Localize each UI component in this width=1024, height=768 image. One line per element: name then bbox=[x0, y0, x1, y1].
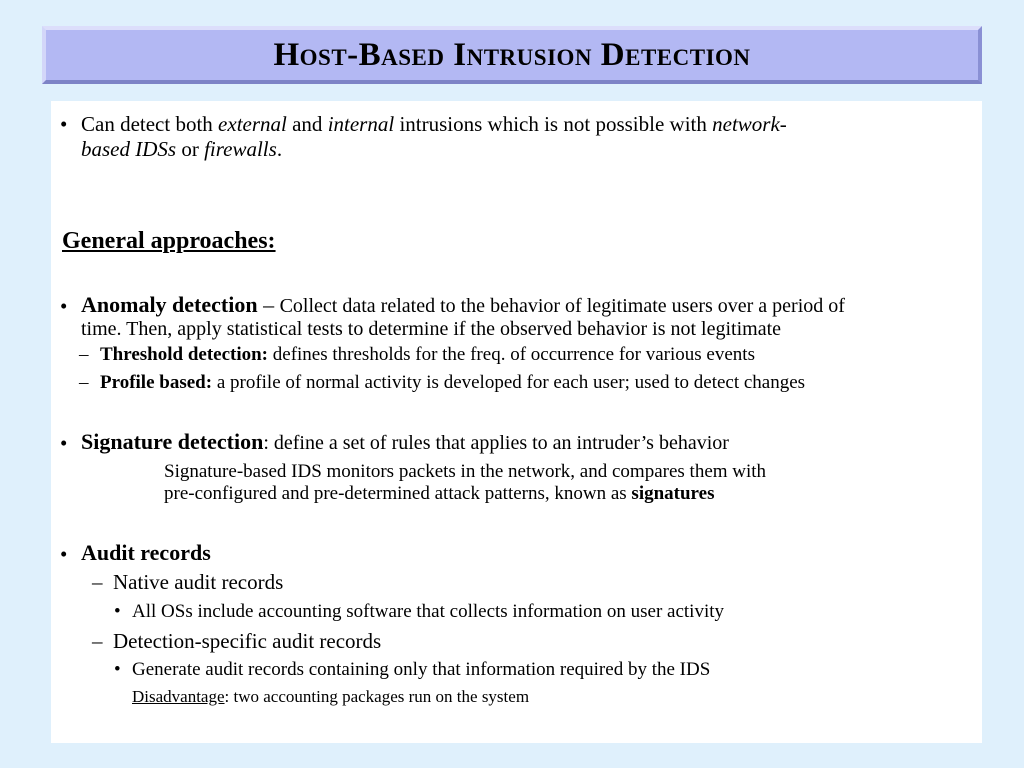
content-panel bbox=[51, 101, 982, 743]
disadvantage-label: Disadvantage bbox=[132, 687, 225, 706]
signature-note-text: pre-configured and pre-determined attack patterns, known as bbox=[164, 483, 632, 504]
intro-or: or bbox=[176, 137, 205, 161]
intro-firewalls: firewalls bbox=[204, 137, 277, 161]
native-item-bullet: • bbox=[114, 601, 121, 622]
detect-item: Generate audit records containing only that information required by the IDS bbox=[132, 659, 711, 680]
signature-bullet: • bbox=[60, 431, 68, 455]
detect-dash: – bbox=[92, 629, 103, 653]
audit-title-line bbox=[81, 540, 211, 566]
intro-internal: internal bbox=[327, 112, 395, 136]
intro-based-ids: based IDSs bbox=[81, 137, 177, 161]
profile-label: Profile based: bbox=[100, 372, 213, 393]
intro-line-2 bbox=[81, 137, 282, 162]
anomaly-text-1: Collect data related to the behavior of legitimate users over a period of bbox=[279, 295, 845, 317]
threshold-dash: – bbox=[79, 344, 89, 365]
slide-title: Host-Based Intrusion Detection bbox=[273, 36, 751, 73]
intro-external: external bbox=[218, 112, 287, 136]
approaches-heading: General approaches: bbox=[62, 228, 276, 254]
anomaly-bullet: • bbox=[60, 294, 68, 318]
intro-bullet: • bbox=[60, 112, 68, 136]
signature-text: : define a set of rules that applies to an intruder’s behavior bbox=[263, 432, 729, 454]
signature-title: Signature detection bbox=[81, 429, 264, 454]
signature-note-2 bbox=[164, 483, 714, 505]
profile-dash: – bbox=[79, 372, 89, 393]
audit-bullet: • bbox=[60, 542, 68, 566]
threshold-line bbox=[100, 344, 755, 366]
intro-line-1 bbox=[81, 112, 787, 137]
intro-text-b: and bbox=[286, 112, 328, 136]
native-label: Native audit records bbox=[113, 570, 284, 594]
intro-text-c: intrusions which is not possible with bbox=[394, 112, 713, 136]
signature-note-1: Signature-based IDS monitors packets in the network, and compares them with bbox=[164, 461, 767, 482]
anomaly-dash: – bbox=[257, 292, 280, 317]
profile-line bbox=[100, 372, 805, 394]
signature-note-bold: signatures bbox=[631, 483, 715, 504]
threshold-text: defines thresholds for the freq. of occurrence for various events bbox=[268, 344, 755, 365]
intro-period: . bbox=[276, 137, 283, 161]
detect-item-bullet: • bbox=[114, 659, 121, 680]
threshold-label: Threshold detection: bbox=[100, 344, 269, 365]
anomaly-line-1 bbox=[81, 292, 845, 318]
disadvantage-line bbox=[132, 687, 529, 707]
detect-label: Detection-specific audit records bbox=[113, 629, 382, 653]
title-bar bbox=[42, 26, 982, 84]
signature-line-1 bbox=[81, 429, 729, 455]
native-item: All OSs include accounting software that collects information on user activity bbox=[132, 601, 725, 622]
intro-network: network- bbox=[712, 112, 787, 136]
intro-text-a: Can detect both bbox=[81, 112, 219, 136]
profile-text: a profile of normal activity is developed for each user; used to detect changes bbox=[212, 372, 806, 393]
anomaly-title: Anomaly detection bbox=[81, 292, 258, 317]
disadvantage-text: : two accounting packages run on the system bbox=[224, 687, 530, 706]
native-dash: – bbox=[92, 570, 103, 594]
audit-title: Audit records bbox=[81, 540, 211, 565]
anomaly-line-2: time. Then, apply statistical tests to determine if the observed behavior is not legitimate bbox=[81, 318, 782, 340]
